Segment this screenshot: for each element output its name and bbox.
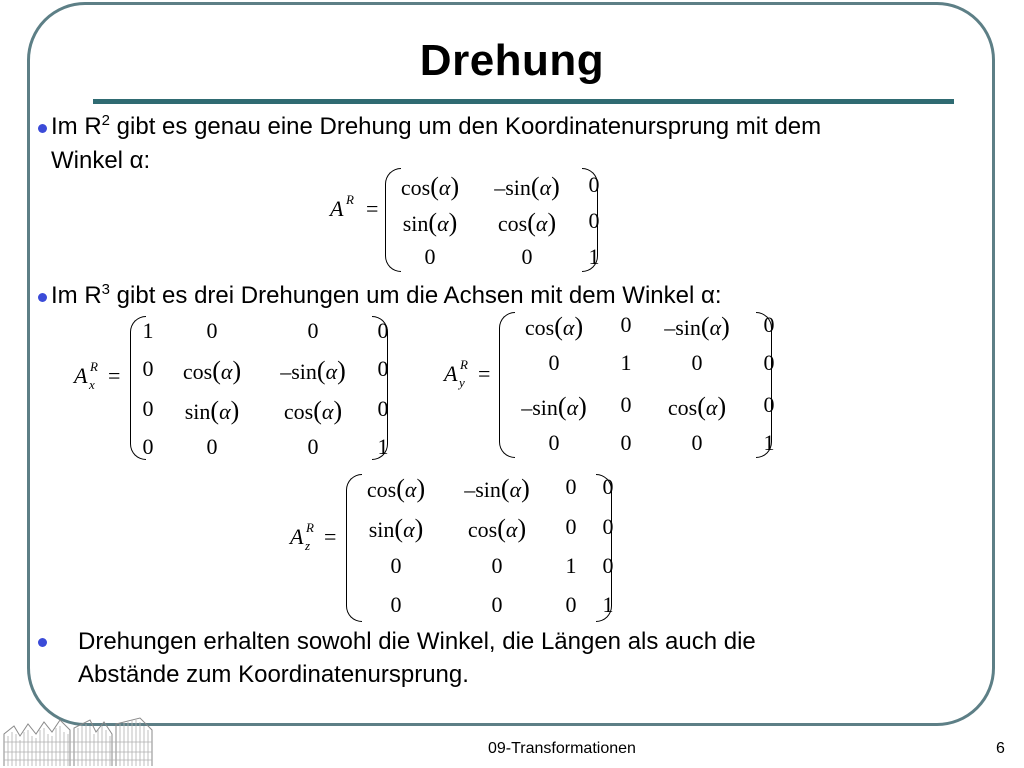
matrix-cell: –sin(α): [280, 356, 346, 385]
matrix-cell: 0: [602, 474, 614, 499]
matrix-cell: 0: [307, 434, 319, 459]
bullet-1-line2: Winkel α:: [51, 147, 151, 174]
bullet-1-dot: [38, 124, 47, 133]
matrix-cell: 0: [763, 350, 775, 375]
matrix-ayr-label: [444, 357, 496, 391]
matrix-cell: cos(α): [283, 396, 343, 425]
matrix-cell: cos(α): [467, 514, 527, 543]
matrix-superscript: R: [306, 520, 314, 535]
matrix-cell: 1: [588, 244, 600, 269]
matrix-cell: cos(α): [400, 172, 460, 201]
matrix-cell: 0: [602, 553, 614, 578]
matrix-cell: 0: [620, 312, 632, 337]
matrix-cell: 1: [620, 350, 632, 375]
bullet-2-text: [51, 281, 722, 311]
bullet-3-line2: Abstände zum Koordinatenursprung.: [78, 661, 469, 688]
matrix-cell: –sin(α): [464, 474, 530, 503]
matrix-symbol: A: [444, 361, 458, 386]
left-parenthesis: [346, 474, 362, 622]
bullet-3-dot: [38, 638, 47, 647]
matrix-cell: 0: [206, 318, 218, 343]
matrix-cell: cos(α): [524, 312, 584, 341]
matrix-cell: 1: [377, 434, 389, 459]
matrix-cell: 0: [206, 434, 218, 459]
slide-title: Drehung: [419, 36, 605, 85]
bullet-1-post: gibt es genau eine Drehung um den Koordinatenursprung mit dem: [110, 113, 822, 140]
matrix-cell: 0: [307, 318, 319, 343]
matrix-cell: sin(α): [184, 396, 240, 425]
bullet-2-pre: Im R: [51, 282, 102, 309]
matrix-cell: 0: [377, 318, 389, 343]
matrix-cell: 0: [763, 312, 775, 337]
equals-sign: =: [324, 524, 337, 549]
matrix-cell: 0: [491, 592, 503, 617]
matrix-cell: 0: [588, 172, 600, 197]
matrix-cell: 0: [390, 553, 402, 578]
matrix-ar-label: [330, 192, 382, 226]
bullet-1-sup: 2: [101, 112, 111, 129]
matrix-cell: cos(α): [182, 356, 242, 385]
left-parenthesis: [499, 312, 515, 458]
matrix-cell: 0: [763, 392, 775, 417]
bullet-3-line1: Drehungen erhalten sowohl die Winkel, die Längen als auch die: [78, 628, 756, 655]
matrix-cell: 0: [142, 396, 154, 421]
matrix-cell: 0: [521, 244, 533, 269]
matrix-cell: 0: [620, 430, 632, 455]
matrix-cell: 0: [491, 553, 503, 578]
matrix-cell: 0: [565, 592, 577, 617]
equals-sign: =: [108, 363, 121, 388]
matrix-cell: 0: [565, 474, 577, 499]
matrix-cell: cos(α): [497, 208, 557, 237]
matrix-cell: 0: [390, 592, 402, 617]
bullet-2-post: gibt es drei Drehungen um die Achsen mit dem Winkel α:: [110, 282, 722, 309]
matrix-cell: 1: [602, 592, 614, 617]
matrix-cell: 0: [142, 356, 154, 381]
matrix-cell: 1: [763, 430, 775, 455]
matrix-cell: 1: [142, 318, 154, 343]
matrix-superscript: R: [90, 359, 98, 374]
equals-sign: =: [478, 361, 491, 386]
left-parenthesis: [385, 168, 401, 272]
matrix-cell: 0: [142, 434, 154, 459]
matrix-cell: 1: [565, 553, 577, 578]
matrix-cell: 0: [691, 350, 703, 375]
matrix-cell: 0: [377, 356, 389, 381]
matrix-cell: –sin(α): [494, 172, 560, 201]
institute-logo: [0, 712, 158, 768]
matrix-subscript: y: [459, 375, 465, 390]
matrix-cell: 0: [548, 430, 560, 455]
matrix-cell: sin(α): [368, 514, 424, 543]
matrix-symbol: A: [74, 363, 88, 388]
matrix-cell: cos(α): [667, 392, 727, 421]
matrix-cell: 0: [602, 514, 614, 539]
matrix-superscript: R: [346, 192, 354, 207]
title-underline: [93, 99, 954, 104]
bullet-2-dot: [38, 293, 47, 302]
bullet-1-pre: Im R: [51, 113, 102, 140]
page-number: 6: [996, 740, 1005, 757]
matrix-azr-label: [290, 520, 342, 554]
matrix-cell: cos(α): [366, 474, 426, 503]
matrix-cell: 0: [691, 430, 703, 455]
matrix-subscript: z: [305, 538, 311, 553]
matrix-cell: 0: [620, 392, 632, 417]
matrix-cell: sin(α): [402, 208, 458, 237]
equals-sign: =: [366, 196, 379, 221]
matrix-subscript: x: [89, 377, 95, 392]
footer-title: 09-Transformationen: [488, 740, 636, 757]
matrix-cell: 0: [424, 244, 436, 269]
bullet-2-sup: 3: [101, 281, 111, 298]
matrix-superscript: R: [460, 357, 468, 372]
matrix-symbol: A: [330, 196, 344, 221]
matrix-cell: 0: [565, 514, 577, 539]
matrix-symbol: A: [290, 524, 304, 549]
matrix-cell: –sin(α): [664, 312, 730, 341]
matrix-cell: 0: [588, 208, 600, 233]
matrix-cell: –sin(α): [521, 392, 587, 421]
matrix-cell: 0: [548, 350, 560, 375]
matrix-cell: 0: [377, 396, 389, 421]
bullet-1-text: [51, 112, 821, 142]
matrix-axr-label: [74, 359, 126, 393]
